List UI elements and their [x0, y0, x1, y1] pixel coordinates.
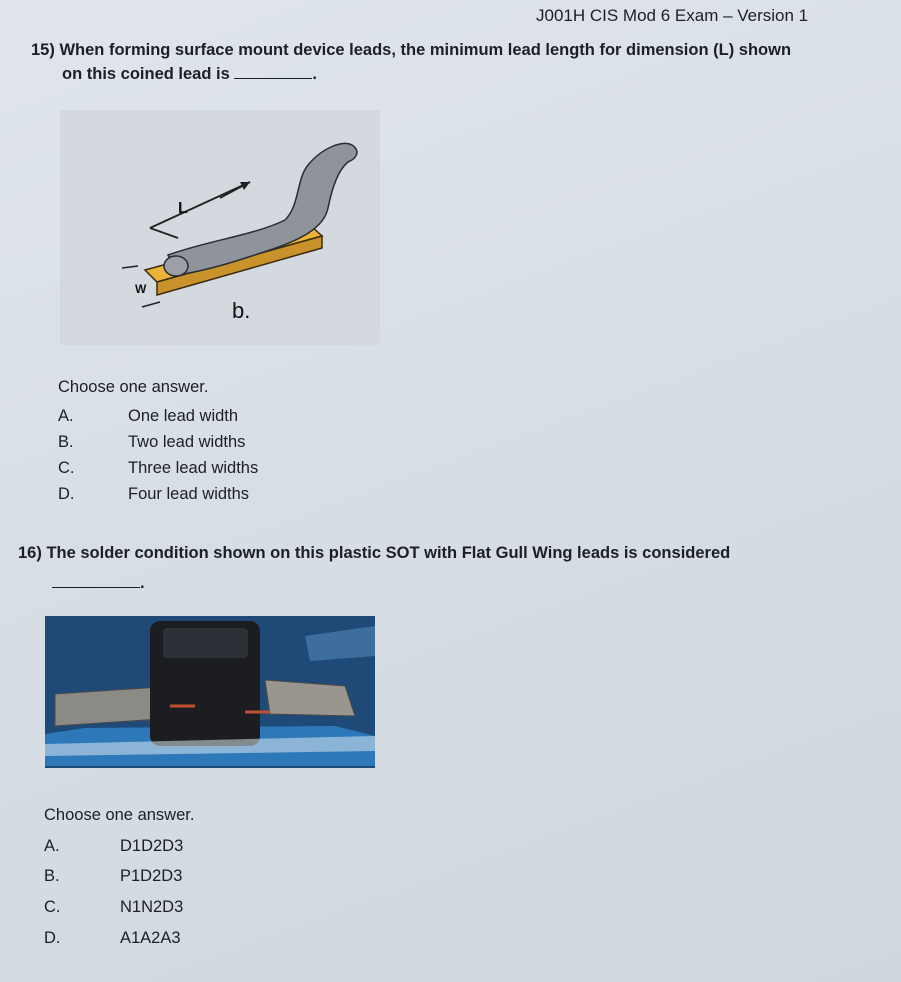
option-letter: C. [58, 459, 75, 477]
question-15-number: 15) [31, 41, 55, 59]
label-L: L [178, 200, 188, 217]
sot-solder-photo [45, 616, 375, 768]
dimension-L-line-lower [150, 228, 178, 238]
right-lead-solder [265, 680, 355, 716]
option-letter: A. [44, 837, 60, 855]
question-15-text: 15) When forming surface mount device leads, the minimum lead length for dimension (L) shown on this coined lead is . [31, 41, 792, 83]
question-16-text: 16) The solder condition shown on this plastic SOT with Flat Gull Wing leads is considered . [18, 544, 731, 592]
option-text: One lead width [128, 407, 239, 425]
option-letter: B. [58, 433, 74, 451]
component-marking-area [163, 628, 248, 658]
option-letter: A. [58, 407, 74, 425]
dimension-L-line-upper [150, 182, 250, 228]
option-letter: D. [44, 929, 61, 947]
option-text: Two lead widths [128, 433, 246, 451]
option-text: N1N2D3 [120, 898, 184, 916]
option-text: D1D2D3 [120, 837, 184, 855]
sot-solder-illustration [45, 616, 375, 768]
question-16-prompt: Choose one answer. [44, 806, 195, 824]
option-text: A1A2A3 [120, 929, 181, 947]
dimension-W-line-upper [122, 266, 138, 268]
answer-blank [52, 571, 140, 588]
question-16-number: 16) [18, 544, 42, 562]
option-text: Four lead widths [128, 485, 250, 503]
question-15-line2: on this coined lead is [62, 65, 230, 83]
coined-lead-diagram [60, 110, 380, 345]
label-b: b. [232, 298, 251, 323]
question-15-line1: When forming surface mount device leads, the minimum lead length for dimension (L) shown [59, 41, 792, 59]
option-letter: B. [44, 867, 60, 885]
option-letter: C. [44, 898, 61, 916]
exam-header: J001H CIS Mod 6 Exam – Version 1 [536, 6, 809, 25]
option-text: Three lead widths [128, 459, 259, 477]
lead-tip [164, 256, 188, 276]
dimension-W-line-lower [142, 302, 160, 307]
label-W: W [135, 282, 147, 296]
question-16-line1: The solder condition shown on this plastic SOT with Flat Gull Wing leads is considered [46, 544, 731, 562]
option-text: P1D2D3 [120, 867, 183, 885]
answer-blank [234, 62, 312, 79]
coined-lead-figure [60, 110, 380, 345]
question-15-prompt: Choose one answer. [58, 378, 209, 396]
option-letter: D. [58, 485, 75, 503]
